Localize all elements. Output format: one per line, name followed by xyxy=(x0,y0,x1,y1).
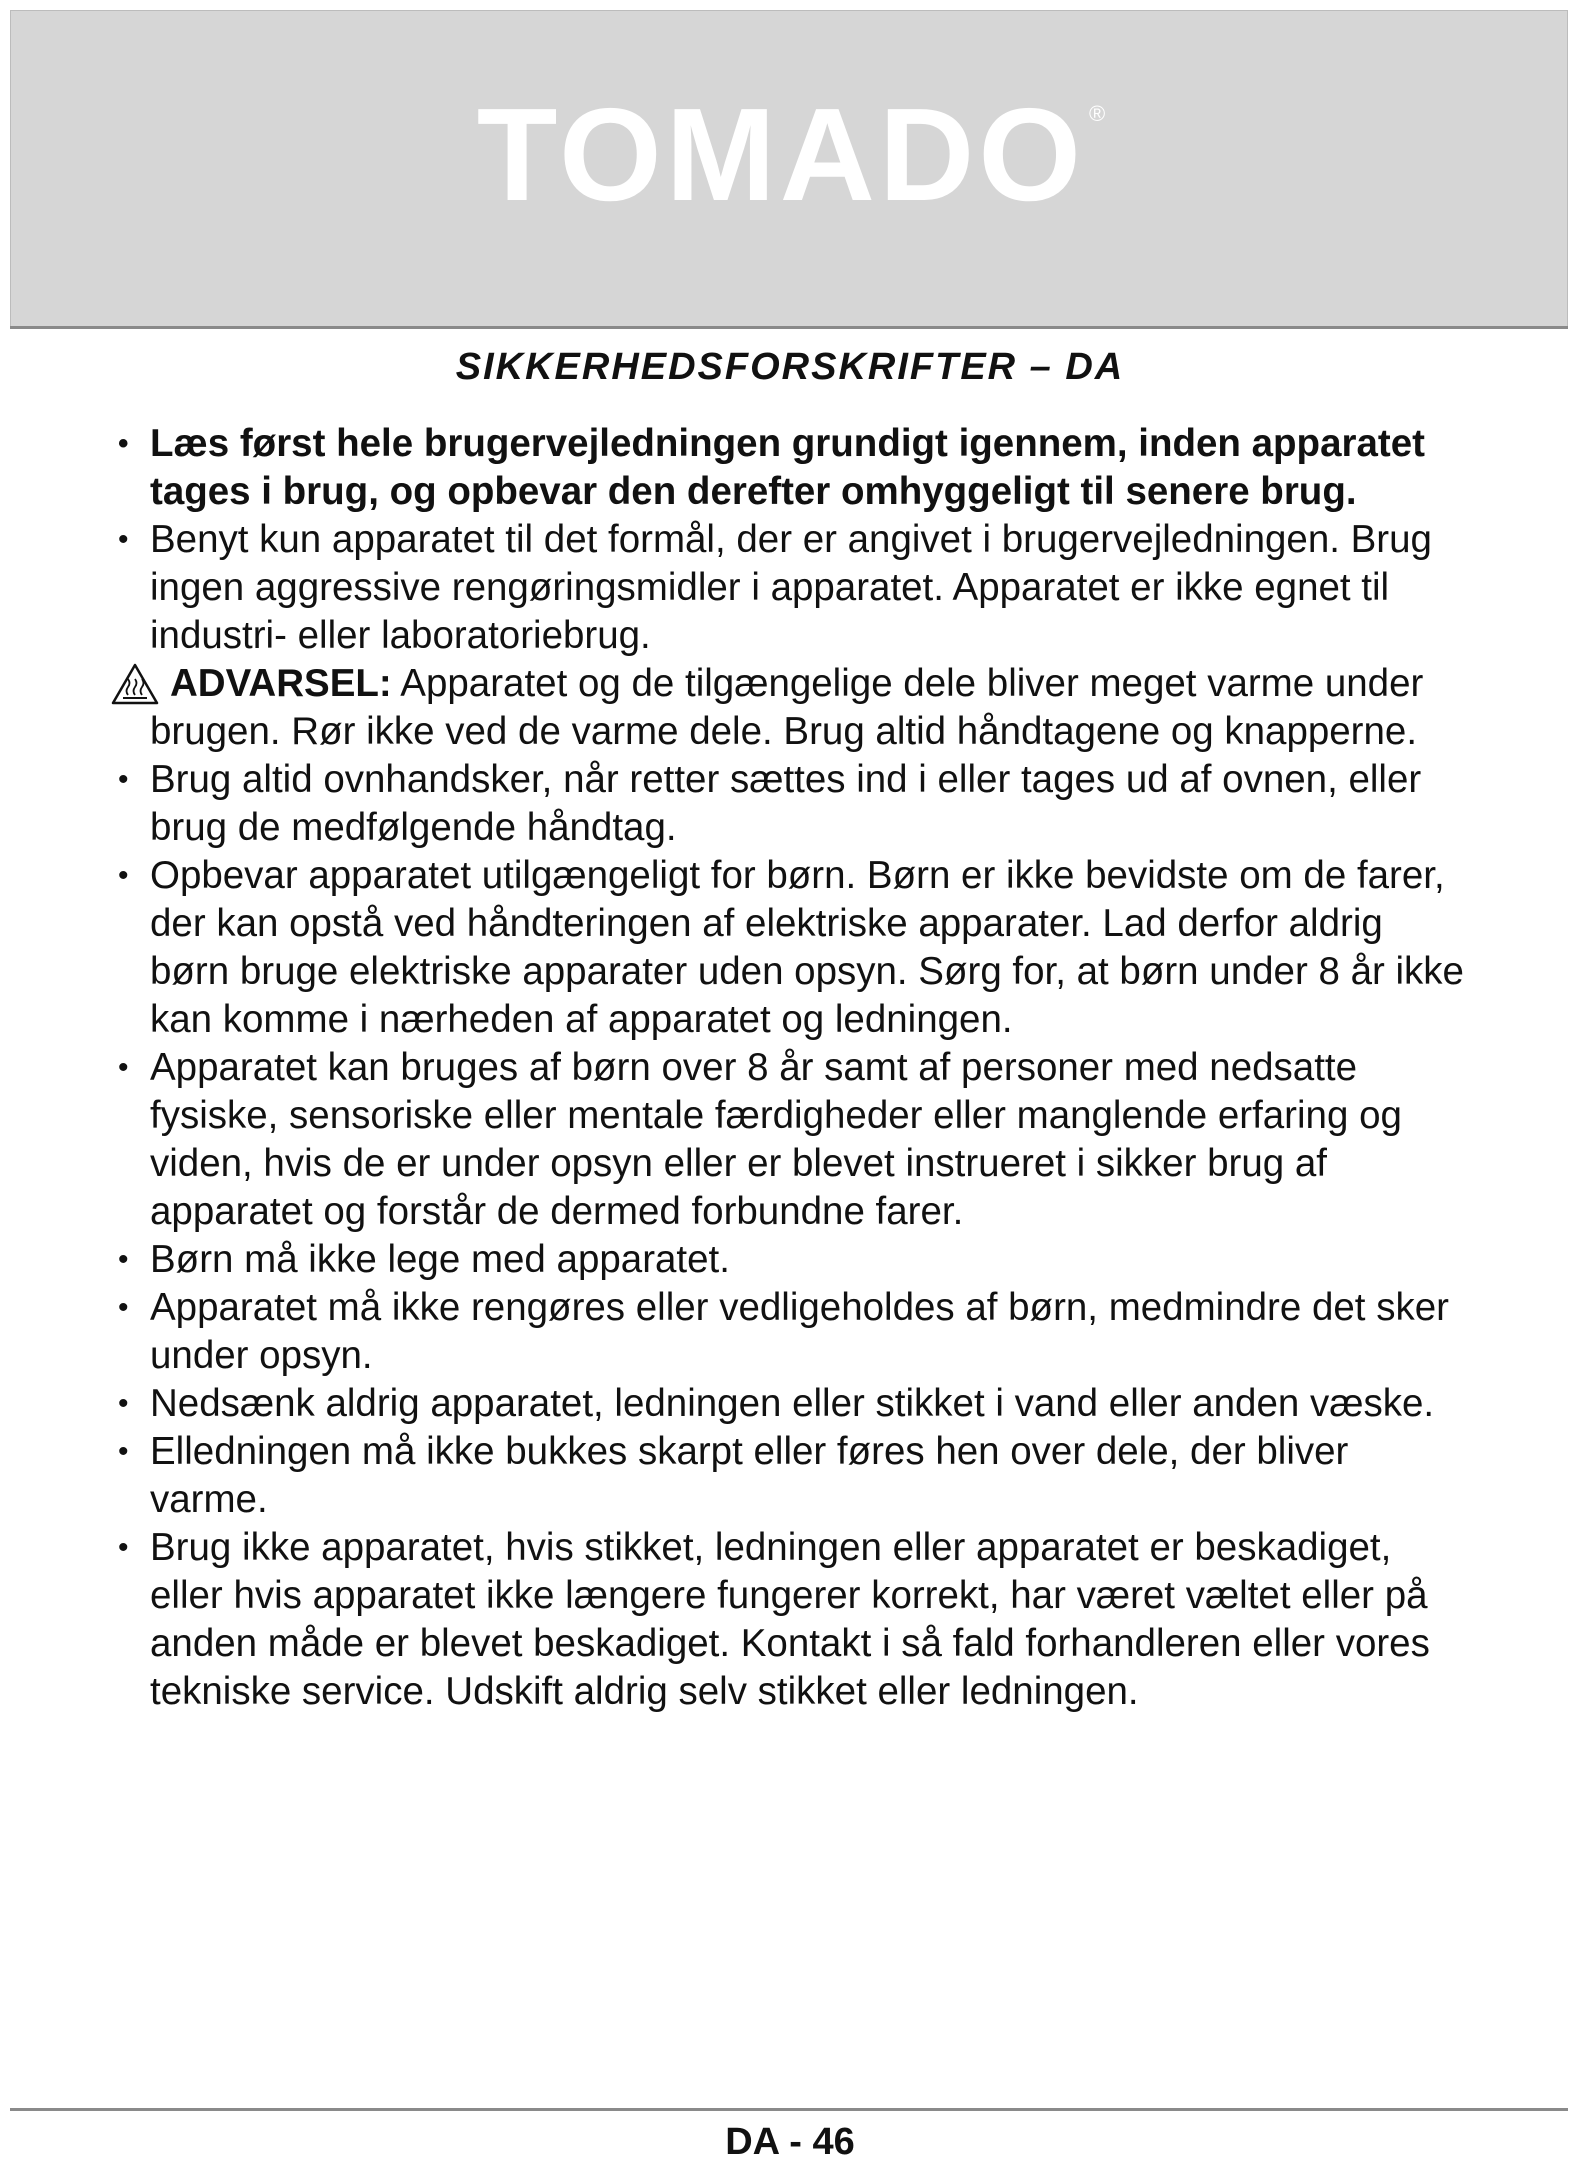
list-item xyxy=(115,1284,1470,1380)
item-text: Nedsænk aldrig apparatet, ledningen eller stikket i vand eller anden væske. xyxy=(150,1382,1435,1425)
item-text: Læs først hele brugervejledningen grundigt igennem, inden apparatet tages i brug, og opbevar den derefter omhyggeligt til senere brug. xyxy=(150,422,1425,513)
list-item xyxy=(115,1524,1470,1716)
brand-name: TOMADO xyxy=(476,81,1085,228)
bullet-marker: • xyxy=(118,1243,129,1276)
list-item xyxy=(115,420,1470,516)
safety-instructions-list xyxy=(115,420,1470,1716)
list-item xyxy=(115,852,1470,1044)
list-item xyxy=(115,516,1470,660)
item-text: Elledningen må ikke bukkes skarpt eller føres hen over dele, der bliver varme. xyxy=(150,1430,1349,1521)
header-banner xyxy=(10,10,1568,328)
bullet-marker: • xyxy=(118,1531,129,1564)
item-text: Apparatet kan bruges af børn over 8 år samt af personer med nedsatte fysiske, sensoriske eller mentale færdigheder eller manglende erfaring og viden, hvis de er under opsyn eller er blevet instrueret i sikker brug af apparatet og forstår de dermed forbundne farer. xyxy=(150,1046,1402,1233)
footer-divider xyxy=(10,2108,1568,2111)
item-text: Brug ikke apparatet, hvis stikket, ledningen eller apparatet er beskadiget, eller hvis apparatet ikke længere fungerer korrekt, har været væltet eller på anden måde er blevet beskadiget. Kontakt i så fald forhandleren eller vores tekniske service. Udskift aldrig selv stikket eller ledningen. xyxy=(150,1526,1430,1713)
list-item xyxy=(115,1380,1470,1428)
bullet-marker: • xyxy=(118,859,129,892)
item-text: Benyt kun apparatet til det formål, der er angivet i brugervejledningen. Brug ingen aggressive rengøringsmidler i apparatet. Apparatet er ikke egnet til industri- eller laboratoriebrug. xyxy=(150,518,1432,657)
bullet-marker: • xyxy=(118,1435,129,1468)
list-item xyxy=(115,756,1470,852)
warning-item xyxy=(115,660,1470,756)
item-text: Apparatet og de tilgængelige dele bliver meget varme under brugen. Rør ikke ved de varme dele. Brug altid håndtagene og knapperne. xyxy=(150,662,1424,753)
header-divider xyxy=(10,326,1568,329)
list-item xyxy=(115,1428,1470,1524)
warning-label: ADVARSEL: xyxy=(170,662,392,705)
section-title: SIKKERHEDSFORSKRIFTER – DA xyxy=(455,346,1125,388)
item-text: Opbevar apparatet utilgængeligt for børn. Børn er ikke bevidste om de farer, der kan opstå ved håndteringen af elektriske apparater. Lad derfor aldrig børn bruge elektriske apparater uden opsyn. Sørg for, at børn under 8 år ikke kan komme i nærheden af apparatet og ledningen. xyxy=(150,854,1464,1041)
bullet-marker: • xyxy=(118,1387,129,1420)
list-item xyxy=(115,1044,1470,1236)
bullet-marker: • xyxy=(118,427,129,460)
item-text: Børn må ikke lege med apparatet. xyxy=(150,1238,730,1281)
brand-logo xyxy=(11,81,1567,228)
item-text: Brug altid ovnhandsker, når retter sættes ind i eller tages ud af ovnen, eller brug de medfølgende håndtag. xyxy=(150,758,1422,849)
bullet-marker: • xyxy=(118,763,129,796)
bullet-marker: • xyxy=(118,523,129,556)
page-number: DA - 46 xyxy=(725,2121,855,2163)
bullet-marker: • xyxy=(118,1051,129,1084)
item-text: Apparatet må ikke rengøres eller vedligeholdes af børn, medmindre det sker under opsyn. xyxy=(150,1286,1449,1377)
list-item xyxy=(115,1236,1470,1284)
bullet-marker: • xyxy=(118,1291,129,1324)
hot-surface-warning-icon xyxy=(111,663,159,705)
registered-mark: ® xyxy=(1088,101,1106,126)
